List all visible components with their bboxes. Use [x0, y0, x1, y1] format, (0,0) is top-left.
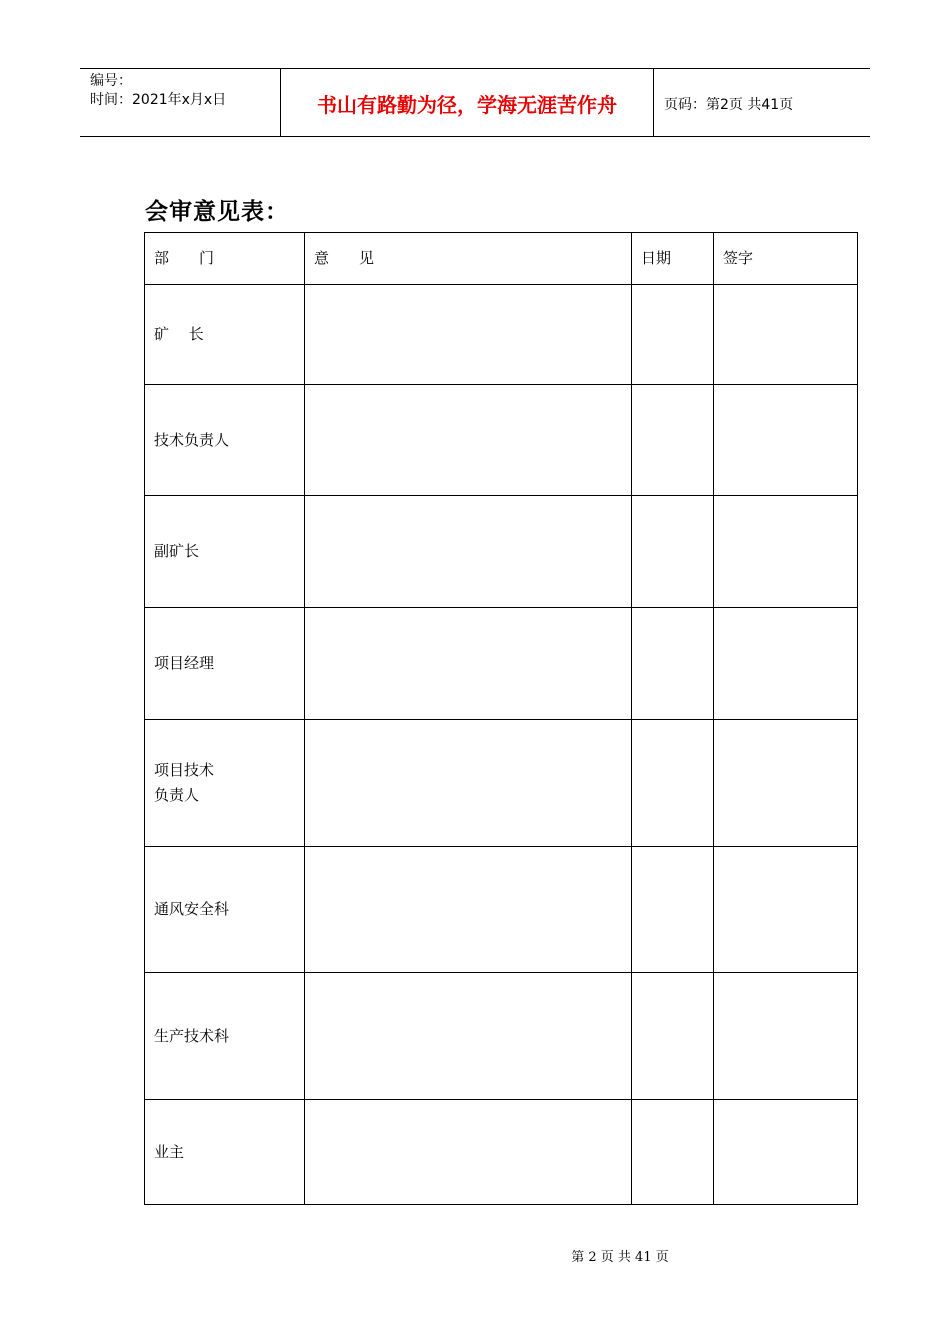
opinion-cell[interactable]: [305, 608, 632, 720]
header-page-info: 页码：第2页 共41页: [664, 96, 794, 113]
opinion-cell[interactable]: [305, 285, 632, 385]
header-meta: [80, 69, 281, 136]
opinion-cell[interactable]: [305, 385, 632, 496]
header-signature: 签字: [714, 233, 858, 285]
date-cell[interactable]: [632, 608, 714, 720]
department-cell: 技术负责人: [145, 385, 305, 496]
signature-cell[interactable]: [714, 1100, 858, 1205]
signature-cell[interactable]: [714, 847, 858, 973]
department-cell: 矿 长: [145, 285, 305, 385]
table-row: [145, 285, 858, 385]
table-header-row: [145, 233, 858, 285]
page-header: [80, 68, 870, 137]
header-opinion: 意 见: [305, 233, 632, 285]
signature-cell[interactable]: [714, 720, 858, 847]
date-cell[interactable]: [632, 496, 714, 608]
header-department: 部 门: [145, 233, 305, 285]
page-footer: 第 2 页 共 41 页: [571, 1250, 669, 1265]
opinion-cell[interactable]: [305, 720, 632, 847]
department-cell: 通风安全科: [145, 847, 305, 973]
table-row: [145, 608, 858, 720]
table-row: [145, 385, 858, 496]
signature-cell[interactable]: [714, 608, 858, 720]
department-cell: 生产技术科: [145, 973, 305, 1100]
date-cell[interactable]: [632, 720, 714, 847]
department-cell: 项目技术 负责人: [145, 720, 305, 847]
opinion-cell[interactable]: [305, 847, 632, 973]
date-cell[interactable]: [632, 385, 714, 496]
date-cell[interactable]: [632, 973, 714, 1100]
department-cell: 项目经理: [145, 608, 305, 720]
department-cell: 业主: [145, 1100, 305, 1205]
opinion-cell[interactable]: [305, 496, 632, 608]
table-row: [145, 496, 858, 608]
table-row: [145, 720, 858, 847]
table-row: [145, 847, 858, 973]
signature-cell[interactable]: [714, 285, 858, 385]
table-row: [145, 973, 858, 1100]
serial-number-label: 编号：: [90, 73, 132, 89]
header-date: 日期: [632, 233, 714, 285]
table-row: [145, 1100, 858, 1205]
date-cell[interactable]: [632, 285, 714, 385]
time-label: 时间：2021年x月x日: [90, 92, 227, 108]
department-cell: 副矿长: [145, 496, 305, 608]
signature-cell[interactable]: [714, 973, 858, 1100]
header-motto: 书山有路勤为径，学海无涯苦作舟: [281, 69, 654, 136]
review-opinion-table: [144, 232, 858, 1205]
signature-cell[interactable]: [714, 496, 858, 608]
opinion-cell[interactable]: [305, 1100, 632, 1205]
signature-cell[interactable]: [714, 385, 858, 496]
date-cell[interactable]: [632, 1100, 714, 1205]
document-title: 会审意见表：: [145, 198, 289, 225]
date-cell[interactable]: [632, 847, 714, 973]
opinion-cell[interactable]: [305, 973, 632, 1100]
